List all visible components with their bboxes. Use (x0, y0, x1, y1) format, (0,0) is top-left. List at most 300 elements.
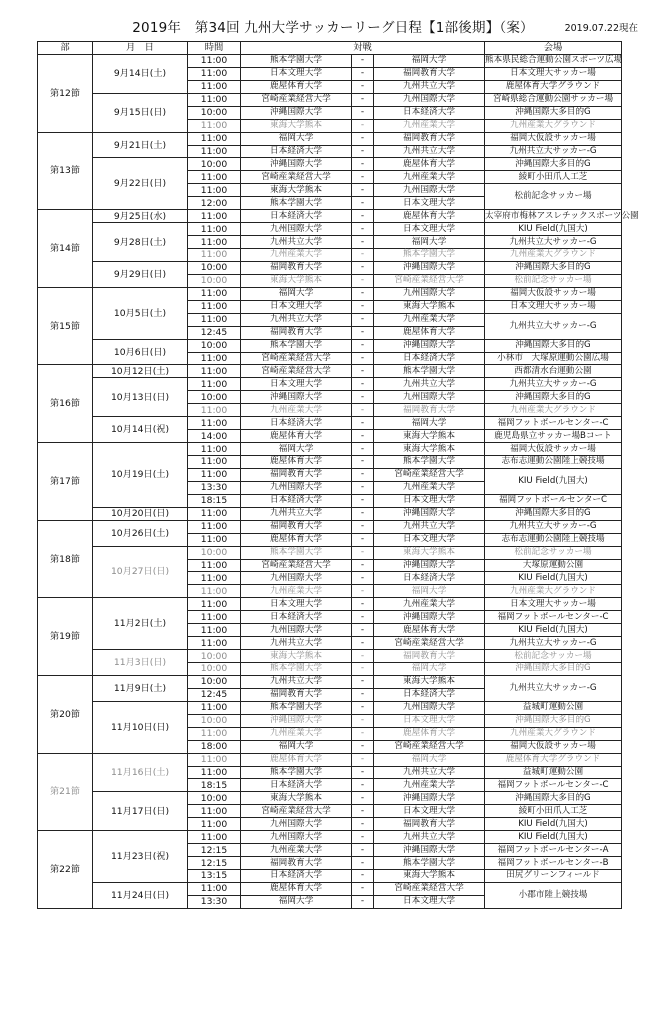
match-time: 10:00 (188, 675, 241, 688)
away-team: 鹿屋体育大学 (374, 727, 485, 740)
match-time: 11:00 (188, 80, 241, 93)
match-venue: 益城町運動公園 (485, 766, 622, 779)
away-team: 九州産業大学 (374, 313, 485, 326)
vs-separator: - (352, 287, 374, 300)
match-venue: 沖縄国際大多目的G (485, 792, 622, 805)
match-row (38, 675, 622, 688)
match-date: 9月25日(水) (93, 210, 188, 223)
vs-separator: - (352, 663, 374, 676)
away-team: 日本文理大学 (374, 494, 485, 507)
match-time: 12:45 (188, 326, 241, 339)
vs-separator: - (352, 261, 374, 274)
match-date: 11月24日(日) (93, 882, 188, 908)
away-team: 熊本学園大学 (374, 249, 485, 262)
away-team: 東海大学熊本 (374, 546, 485, 559)
match-date: 11月10日(日) (93, 701, 188, 753)
home-team: 九州国際大学 (241, 831, 352, 844)
vs-separator: - (352, 404, 374, 417)
match-time: 11:00 (188, 249, 241, 262)
away-team: 福岡大学 (374, 417, 485, 430)
match-venue: 福岡フットボールセンター-C (485, 417, 622, 430)
vs-separator: - (352, 637, 374, 650)
away-team: 九州共立大学 (374, 520, 485, 533)
match-time: 11:00 (188, 598, 241, 611)
away-team: 東海大学熊本 (374, 870, 485, 883)
away-team: 東海大学熊本 (374, 443, 485, 456)
home-team: 鹿屋体育大学 (241, 533, 352, 546)
home-team: 九州産業大学 (241, 844, 352, 857)
match-venue: 沖縄国際大多目的G (485, 507, 622, 520)
match-venue: 九州産業大グラウンド (485, 727, 622, 740)
home-team: 福岡大学 (241, 287, 352, 300)
match-time: 11:00 (188, 184, 241, 197)
round-label: 第21節 (38, 753, 93, 831)
match-venue: 九州産業大グラウンド (485, 404, 622, 417)
match-venue: KIU Field(九国大) (485, 223, 622, 236)
away-team: 沖縄国際大学 (374, 611, 485, 624)
match-row (38, 520, 622, 533)
away-team: 九州国際大学 (374, 391, 485, 404)
round-label: 第16節 (38, 365, 93, 443)
match-venue: 綾町小田爪人工芝 (485, 171, 622, 184)
match-time: 11:00 (188, 378, 241, 391)
vs-separator: - (352, 417, 374, 430)
vs-separator: - (352, 559, 374, 572)
home-team: 九州国際大学 (241, 223, 352, 236)
away-team: 日本文理大学 (374, 895, 485, 908)
match-time: 11:00 (188, 753, 241, 766)
match-time: 11:00 (188, 171, 241, 184)
match-time: 10:00 (188, 650, 241, 663)
away-team: 日本経済大学 (374, 352, 485, 365)
match-venue: 松前記念サッカー場 (485, 650, 622, 663)
vs-separator: - (352, 895, 374, 908)
match-venue: 九州共立大サッカー-G (485, 378, 622, 391)
match-venue: 九州共立大サッカー-G (485, 145, 622, 158)
match-row (38, 792, 622, 805)
vs-separator: - (352, 326, 374, 339)
home-team: 福岡大学 (241, 740, 352, 753)
away-team: 九州産業大学 (374, 171, 485, 184)
away-team: 沖縄国際大学 (374, 261, 485, 274)
home-team: 九州共立大学 (241, 507, 352, 520)
away-team: 宮崎産業経営大学 (374, 274, 485, 287)
home-team: 日本文理大学 (241, 67, 352, 80)
away-team: 日本経済大学 (374, 106, 485, 119)
match-time: 11:00 (188, 585, 241, 598)
home-team: 日本文理大学 (241, 300, 352, 313)
match-row (38, 378, 622, 391)
match-row (38, 261, 622, 274)
match-time: 11:00 (188, 611, 241, 624)
match-time: 11:00 (188, 520, 241, 533)
match-venue: 九州共立大サッカー-G (485, 520, 622, 533)
away-team: 宮崎産業経営大学 (374, 740, 485, 753)
match-venue: 綾町小田爪人工芝 (485, 805, 622, 818)
home-team: 鹿屋体育大学 (241, 753, 352, 766)
match-date: 9月22日(日) (93, 158, 188, 210)
home-team: 沖縄国際大学 (241, 714, 352, 727)
match-row (38, 882, 622, 895)
vs-separator: - (352, 274, 374, 287)
match-venue: 松前記念サッカー場 (485, 546, 622, 559)
match-time: 11:00 (188, 443, 241, 456)
match-venue: 日本文理大サッカー場 (485, 67, 622, 80)
match-venue: 鹿児島県立サッカー場Bコート (485, 430, 622, 443)
match-date: 11月16日(土) (93, 753, 188, 792)
match-date: 10月6日(日) (93, 339, 188, 365)
home-team: 熊本学園大学 (241, 54, 352, 67)
match-venue: 九州産業大グラウンド (485, 119, 622, 132)
home-team: 福岡教育大学 (241, 326, 352, 339)
match-date: 10月26日(土) (93, 520, 188, 546)
away-team: 鹿屋体育大学 (374, 158, 485, 171)
match-venue: 太宰府市梅林アスレチックスポーツ公園 (485, 210, 639, 221)
away-team: 九州産業大学 (374, 779, 485, 792)
away-team: 九州産業大学 (374, 119, 485, 132)
match-time: 11:00 (188, 727, 241, 740)
home-team: 東海大学熊本 (241, 184, 352, 197)
away-team: 福岡教育大学 (374, 818, 485, 831)
home-team: 九州共立大学 (241, 313, 352, 326)
home-team: 日本経済大学 (241, 779, 352, 792)
vs-separator: - (352, 792, 374, 805)
match-time: 11:00 (188, 223, 241, 236)
match-date: 10月12日(土) (93, 365, 188, 378)
match-time: 14:00 (188, 430, 241, 443)
match-venue: 志布志運動公園陸上競技場 (485, 456, 622, 469)
match-venue: 小郡市陸上競技場 (485, 882, 622, 908)
home-team: 熊本学園大学 (241, 546, 352, 559)
match-row (38, 417, 622, 430)
match-time: 10:00 (188, 391, 241, 404)
match-time: 11:00 (188, 818, 241, 831)
home-team: 沖縄国際大学 (241, 391, 352, 404)
round-label: 第19節 (38, 598, 93, 676)
away-team: 沖縄国際大学 (374, 339, 485, 352)
match-row (38, 132, 622, 145)
match-date: 9月21日(土) (93, 132, 188, 158)
home-team: 沖縄国際大学 (241, 106, 352, 119)
away-team: 東海大学熊本 (374, 675, 485, 688)
away-team: 福岡大学 (374, 585, 485, 598)
vs-separator: - (352, 106, 374, 119)
away-team: 九州共立大学 (374, 766, 485, 779)
match-venue: 九州共立大サッカー-G (485, 675, 622, 701)
vs-separator: - (352, 766, 374, 779)
home-team: 日本経済大学 (241, 210, 352, 223)
match-time: 11:00 (188, 300, 241, 313)
home-team: 日本経済大学 (241, 870, 352, 883)
round-label: 第14節 (38, 210, 93, 288)
match-time: 10:00 (188, 792, 241, 805)
home-team: 沖縄国際大学 (241, 158, 352, 171)
away-team: 福岡教育大学 (374, 404, 485, 417)
home-team: 宮崎産業経営大学 (241, 559, 352, 572)
vs-separator: - (352, 688, 374, 701)
away-team: 九州国際大学 (374, 701, 485, 714)
match-venue: KIU Field(九国大) (485, 468, 622, 494)
match-time: 11:00 (188, 559, 241, 572)
away-team: 沖縄国際大学 (374, 792, 485, 805)
match-time: 11:00 (188, 701, 241, 714)
vs-separator: - (352, 520, 374, 533)
vs-separator: - (352, 145, 374, 158)
vs-separator: - (352, 585, 374, 598)
vs-separator: - (352, 779, 374, 792)
match-time: 11:00 (188, 507, 241, 520)
round-label: 第20節 (38, 675, 93, 753)
home-team: 東海大学熊本 (241, 274, 352, 287)
match-row (38, 365, 622, 378)
match-venue: 福岡大仮設サッカー場 (485, 443, 622, 456)
away-team: 日本文理大学 (374, 714, 485, 727)
home-team: 九州産業大学 (241, 727, 352, 740)
match-time: 10:00 (188, 106, 241, 119)
match-time: 11:00 (188, 313, 241, 326)
vs-separator: - (352, 249, 374, 262)
round-label: 第18節 (38, 520, 93, 598)
vs-separator: - (352, 701, 374, 714)
match-time: 13:15 (188, 870, 241, 883)
home-team: 熊本学園大学 (241, 197, 352, 210)
away-team: 福岡大学 (374, 54, 485, 67)
away-team: 九州産業大学 (374, 598, 485, 611)
match-row (38, 753, 622, 766)
away-team: 福岡教育大学 (374, 67, 485, 80)
away-team: 東海大学熊本 (374, 300, 485, 313)
away-team: 福岡教育大学 (374, 132, 485, 145)
vs-separator: - (352, 714, 374, 727)
vs-separator: - (352, 468, 374, 481)
match-venue: 沖縄国際大多目的G (485, 261, 622, 274)
match-date: 11月23日(祝) (93, 831, 188, 883)
home-team: 九州共立大学 (241, 675, 352, 688)
match-time: 11:00 (188, 624, 241, 637)
away-team: 日本経済大学 (374, 572, 485, 585)
home-team: 鹿屋体育大学 (241, 456, 352, 469)
match-time: 11:00 (188, 54, 241, 67)
home-team: 日本経済大学 (241, 611, 352, 624)
match-time: 11:00 (188, 365, 241, 378)
match-venue: KIU Field(九国大) (485, 624, 622, 637)
vs-separator: - (352, 365, 374, 378)
match-row (38, 54, 622, 67)
header-match: 対戦 (241, 42, 485, 55)
match-time: 11:00 (188, 882, 241, 895)
match-time: 10:00 (188, 663, 241, 676)
match-venue: 九州共立大サッカー-G (485, 637, 622, 650)
match-row (38, 223, 622, 236)
match-venue: 松前記念サッカー場 (485, 274, 622, 287)
home-team: 宮崎産業経営大学 (241, 805, 352, 818)
match-date: 10月14日(祝) (93, 417, 188, 443)
schedule-body (38, 54, 639, 908)
home-team: 鹿屋体育大学 (241, 882, 352, 895)
away-team: 沖縄国際大学 (374, 844, 485, 857)
home-team: 宮崎産業経営大学 (241, 171, 352, 184)
vs-separator: - (352, 158, 374, 171)
match-time: 11:00 (188, 210, 241, 223)
vs-separator: - (352, 870, 374, 883)
away-team: 鹿屋体育大学 (374, 210, 485, 223)
home-team: 東海大学熊本 (241, 792, 352, 805)
match-venue: 日本文理大サッカー場 (485, 598, 622, 611)
vs-separator: - (352, 805, 374, 818)
home-team: 宮崎産業経営大学 (241, 352, 352, 365)
away-team: 九州共立大学 (374, 80, 485, 93)
match-date: 11月3日(日) (93, 650, 188, 676)
header-time: 時間 (188, 42, 241, 55)
match-date: 10月19日(土) (93, 443, 188, 508)
match-venue: 福岡フットボールセンター-C (485, 611, 622, 624)
home-team: 福岡大学 (241, 132, 352, 145)
vs-separator: - (352, 624, 374, 637)
match-time: 12:00 (188, 197, 241, 210)
match-date: 11月2日(土) (93, 598, 188, 650)
away-team: 九州共立大学 (374, 378, 485, 391)
match-date: 10月13日(日) (93, 378, 188, 417)
match-venue: 熊本県民総合運動公園スポーツ広場 (485, 55, 623, 66)
match-time: 18:15 (188, 494, 241, 507)
vs-separator: - (352, 831, 374, 844)
vs-separator: - (352, 80, 374, 93)
vs-separator: - (352, 132, 374, 145)
match-venue: 西都清水台運動公園 (485, 365, 622, 378)
match-row (38, 650, 622, 663)
match-venue: 沖縄国際大多目的G (485, 663, 622, 676)
header-bu: 部 (38, 42, 93, 55)
match-venue: 福岡フットボールセンター-C (485, 779, 622, 792)
match-date: 10月5日(土) (93, 287, 188, 339)
away-team: 九州国際大学 (374, 287, 485, 300)
away-team: 九州産業大学 (374, 481, 485, 494)
match-row (38, 287, 622, 300)
vs-separator: - (352, 313, 374, 326)
home-team: 宮崎産業経営大学 (241, 93, 352, 106)
match-venue: 沖縄国際大多目的G (485, 714, 622, 727)
vs-separator: - (352, 598, 374, 611)
match-venue: 九州共立大サッカー-G (485, 236, 622, 249)
match-venue: 九州産業大グラウンド (485, 249, 622, 262)
home-team: 日本文理大学 (241, 598, 352, 611)
match-time: 12:45 (188, 688, 241, 701)
match-row (38, 339, 622, 352)
match-row (38, 546, 622, 559)
vs-separator: - (352, 727, 374, 740)
match-time: 10:00 (188, 158, 241, 171)
round-label: 第12節 (38, 54, 93, 132)
match-time: 11:00 (188, 468, 241, 481)
header-venue: 会場 (485, 42, 622, 55)
match-date: 11月17日(日) (93, 792, 188, 831)
away-team: 熊本学園大学 (374, 456, 485, 469)
match-venue: 日本文理大サッカー場 (485, 300, 622, 313)
home-team: 熊本学園大学 (241, 663, 352, 676)
match-venue: 益城町運動公園 (485, 701, 622, 714)
vs-separator: - (352, 572, 374, 585)
match-row (38, 598, 622, 611)
away-team: 沖縄国際大学 (374, 507, 485, 520)
match-venue: 福岡フットボールセンターC (485, 494, 622, 507)
match-row (38, 507, 622, 520)
away-team: 日本経済大学 (374, 688, 485, 701)
home-team: 九州産業大学 (241, 249, 352, 262)
match-venue: 田尻グリーンフィールド (485, 870, 622, 883)
home-team: 福岡教育大学 (241, 520, 352, 533)
vs-separator: - (352, 67, 374, 80)
vs-separator: - (352, 236, 374, 249)
schedule-table (37, 41, 639, 909)
match-venue: 沖縄国際大多目的G (485, 391, 622, 404)
home-team: 九州国際大学 (241, 481, 352, 494)
match-venue: 沖縄国際大多目的G (485, 106, 622, 119)
home-team: 東海大学熊本 (241, 119, 352, 132)
match-time: 11:00 (188, 637, 241, 650)
home-team: 東海大学熊本 (241, 650, 352, 663)
match-date: 9月28日(土) (93, 223, 188, 262)
match-time: 18:15 (188, 779, 241, 792)
match-row (38, 831, 622, 844)
match-time: 10:00 (188, 339, 241, 352)
round-label: 第13節 (38, 132, 93, 210)
match-venue: 沖縄国際大多目的G (485, 158, 622, 171)
away-team: 宮崎産業経営大学 (374, 882, 485, 895)
match-time: 13:30 (188, 481, 241, 494)
match-venue: 福岡フットボールセンター-A (485, 844, 622, 857)
match-venue: 志布志運動公園陸上競技場 (485, 533, 622, 546)
match-venue: KIU Field(九国大) (485, 572, 622, 585)
vs-separator: - (352, 494, 374, 507)
match-venue: 九州共立大サッカー-G (485, 313, 622, 339)
vs-separator: - (352, 882, 374, 895)
match-venue: 松前記念サッカー場 (485, 184, 622, 210)
match-time: 11:00 (188, 352, 241, 365)
match-row (38, 443, 622, 456)
match-date: 10月27日(日) (93, 546, 188, 598)
round-label: 第17節 (38, 443, 93, 521)
match-time: 12:15 (188, 857, 241, 870)
vs-separator: - (352, 844, 374, 857)
home-team: 九州産業大学 (241, 585, 352, 598)
match-time: 11:00 (188, 287, 241, 300)
away-team: 九州国際大学 (374, 93, 485, 106)
match-time: 18:00 (188, 740, 241, 753)
away-team: 日本文理大学 (374, 223, 485, 236)
vs-separator: - (352, 546, 374, 559)
home-team: 九州国際大学 (241, 818, 352, 831)
away-team: 宮崎産業経営大学 (374, 637, 485, 650)
page-title: 2019年 第34回 九州大学サッカーリーグ日程【1部後期】（案） (132, 20, 534, 36)
vs-separator: - (352, 171, 374, 184)
home-team: 福岡教育大学 (241, 468, 352, 481)
match-venue: KIU Field(九国大) (485, 831, 622, 844)
match-time: 10:00 (188, 274, 241, 287)
match-time: 10:00 (188, 261, 241, 274)
away-team: 鹿屋体育大学 (374, 624, 485, 637)
as-of-date: 2019.07.22現在 (564, 23, 638, 34)
vs-separator: - (352, 352, 374, 365)
vs-separator: - (352, 300, 374, 313)
away-team: 福岡大学 (374, 663, 485, 676)
vs-separator: - (352, 456, 374, 469)
vs-separator: - (352, 184, 374, 197)
vs-separator: - (352, 223, 374, 236)
vs-separator: - (352, 857, 374, 870)
vs-separator: - (352, 507, 374, 520)
home-team: 熊本学園大学 (241, 339, 352, 352)
home-team: 福岡大学 (241, 895, 352, 908)
